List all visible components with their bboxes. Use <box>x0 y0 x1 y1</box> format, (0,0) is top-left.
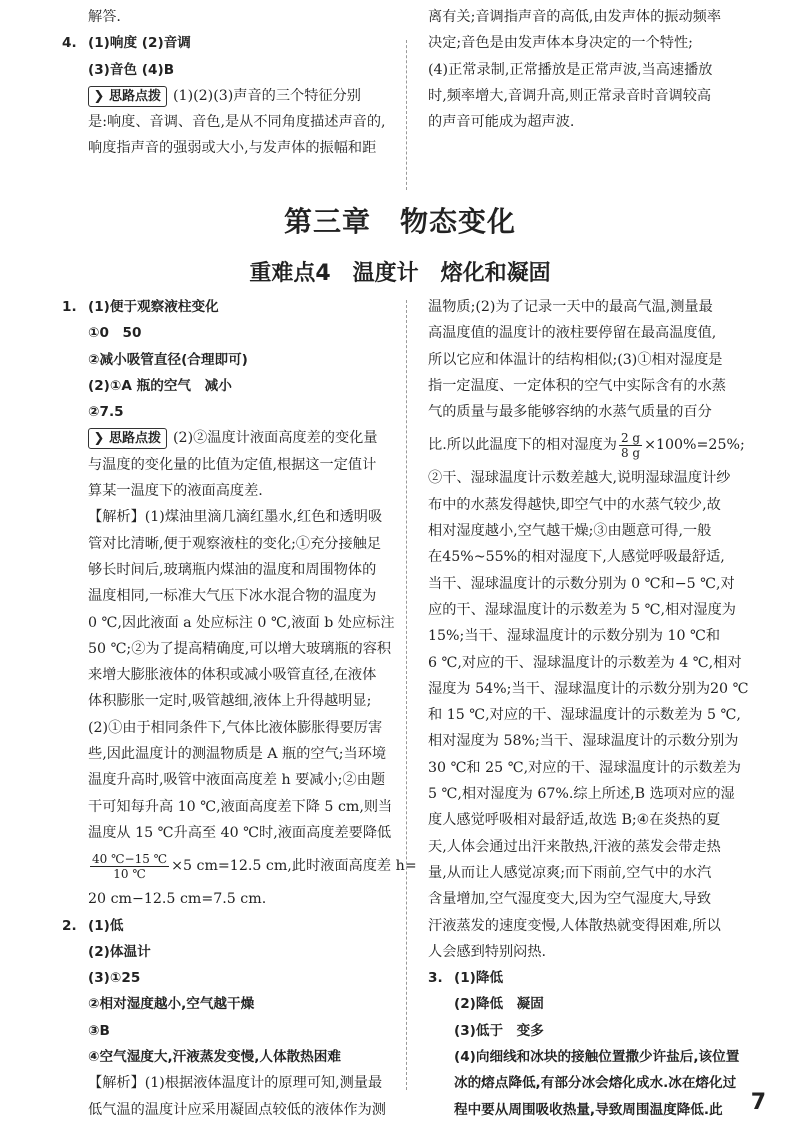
text-line: 气的质量与最多能够容纳的水蒸气质量的百分 <box>428 404 712 421</box>
answer-line: 冰的熔点降低,有部分冰会熔化成水.冰在熔化过 <box>454 1075 737 1092</box>
chevron-right-icon: ❯ <box>93 88 105 104</box>
text-line: 来增大膨胀液体的体积或减小吸管直径,在液体 <box>88 667 377 684</box>
chapter-title: 第三章 物态变化 <box>283 205 516 238</box>
right-column <box>428 294 773 1123</box>
text-line: 所以它应和体温计的结构相似;(3)①相对湿度是 <box>428 351 723 368</box>
text-line: 度人感觉呼吸相对最舒适,故选 B;④在炎热的夏 <box>428 812 721 829</box>
question-number: 3. <box>428 970 443 987</box>
text-line: 湿度为 54%;当干、湿球温度计的示数分别为20 ℃ <box>428 680 749 697</box>
text-line: 高温度值的温度计的液柱要停留在最高温度值, <box>428 325 717 342</box>
text-line: 20 cm−12.5 cm=7.5 cm. <box>88 891 267 908</box>
question-number: 1. <box>62 299 77 315</box>
answer-line: (4)向细线和冰块的接触位置撒少许盐后,该位置 <box>454 1049 740 1066</box>
answer-line: (3)音色 (4)B <box>88 61 175 78</box>
text-line: 温物质;(2)为了记录一天中的最高气温,测量最 <box>428 299 713 315</box>
text-line: 时,频率增大,音调升高,则正常录音时音调较高 <box>428 87 712 104</box>
answer-line: (2)体温计 <box>88 943 151 960</box>
answer-line: ④空气湿度大,汗液蒸发变慢,人体散热困难 <box>88 1049 341 1066</box>
text-line: 15%;当干、湿球温度计的示数分别为 10 ℃和 <box>428 628 721 645</box>
text-line: 温度从 15 ℃升高至 40 ℃时,液面高度差要降低 <box>88 824 392 841</box>
text-line: 的声音可能成为超声波. <box>428 114 575 131</box>
section-title: 重难点4 温度计 熔化和凝固 <box>249 261 551 286</box>
text-line: (2)②温度计液面高度差的变化量 <box>173 430 378 447</box>
chevron-right-icon: ❯ <box>93 431 105 447</box>
column-divider <box>406 300 407 1090</box>
answer-line: (2)①A 瓶的空气 减小 <box>88 377 232 394</box>
text-line: 温度升高时,吸管中液面高度差 h 要减小;②由题 <box>88 772 386 789</box>
text-line: 汗液蒸发的速度变慢,人体散热就变得困难,所以 <box>428 917 721 934</box>
text-line: 【解析】(1)根据液体温度计的原理可知,测量最 <box>88 1075 383 1092</box>
text-line: 天,人体会通过出汗来散热,汗液的蒸发会带走热 <box>428 838 721 855</box>
text-line: 5 ℃,相对湿度为 67%.综上所述,B 选项对应的湿 <box>428 786 735 803</box>
top-right-column <box>428 4 768 135</box>
text-line: (2)①由于相同条件下,气体比液体膨胀得要厉害 <box>88 719 383 736</box>
text-line: 与温度的变化量的比值为定值,根据这一定值计 <box>88 456 377 473</box>
fraction: $\frac{2 g}{8 g}$ <box>620 430 641 460</box>
text-line: 和 15 ℃,对应的干、湿球温度计的示数差为 5 ℃, <box>428 707 741 724</box>
text-line: 30 ℃和 25 ℃,对应的干、湿球温度计的示数差为 <box>428 759 741 776</box>
text-line: 相对湿度为 58%;当干、湿球温度计的示数分别为 <box>428 733 739 750</box>
question-number: 4. <box>62 35 77 52</box>
text-line: 当干、湿球温度计的示数分别为 0 ℃和−5 ℃,对 <box>428 575 735 592</box>
text-line: 干可知每升高 10 ℃,液面高度差下降 5 cm,则当 <box>88 798 393 815</box>
top-left-column <box>62 4 400 162</box>
text-line: 含量增加,空气湿度变大,因为空气湿度大,导致 <box>428 891 712 908</box>
hint-badge: ❯ 思路点拨 <box>88 86 167 107</box>
answer-line: ②相对湿度越小,空气越干燥 <box>88 996 255 1013</box>
text-line: 些,因此温度计的测温物质是 A 瓶的空气;当环境 <box>88 746 387 763</box>
text-line: 体积膨胀一定时,吸管越细,液体上升得越明显; <box>88 693 372 710</box>
fraction: $\frac{40 ℃-15 ℃}{10 ℃}$ <box>92 851 168 881</box>
text-line: 相对湿度越小,空气越干燥;③由题意可得,一般 <box>428 523 712 540</box>
text-line: 0 ℃,因此液面 a 处应标注 0 ℃,液面 b 处应标注 <box>88 614 395 631</box>
text-line: 6 ℃,对应的干、湿球温度计的示数差为 4 ℃,相对 <box>428 654 742 671</box>
question-number: 2. <box>62 917 77 934</box>
answer-line: (1)便于观察液柱变化 <box>88 299 219 315</box>
text-line: 响度指声音的强弱或大小,与发声体的振幅和距 <box>88 140 377 157</box>
text-line: 比.所以此温度下的相对湿度为 <box>428 437 617 454</box>
text-line: 决定;音色是由发声体本身决定的一个特性; <box>428 35 693 52</box>
answer-line: ①0 50 <box>88 325 142 342</box>
text-line: 够长时间后,玻璃瓶内煤油的温度和周围物体的 <box>88 561 377 578</box>
text-line: 温度相同,一标准大气压下冰水混合物的温度为 <box>88 588 377 605</box>
answer-line: 程中要从周围吸收热量,导致周围温度降低.此 <box>454 1101 723 1118</box>
text-line: (1)(2)(3)声音的三个特征分别 <box>173 87 361 104</box>
text-line: 离有关;音调指声音的高低,由发声体的振动频率 <box>428 9 722 25</box>
text-line: 应的干、湿球温度计的示数差为 5 ℃,相对湿度为 <box>428 601 736 618</box>
column-divider <box>406 40 407 190</box>
hint-badge: ❯ 思路点拨 <box>88 428 167 449</box>
text-line: 布中的水蒸发得越快,即空气中的水蒸气较少,故 <box>428 496 721 513</box>
text-line: 人会感到特别闷热. <box>428 943 547 960</box>
answer-line: (1)响度 (2)音调 <box>88 35 191 52</box>
answer-line: ②减小吸管直径(合理即可) <box>88 351 248 368</box>
text-line: 【解析】(1)煤油里滴几滴红墨水,红色和透明吸 <box>88 509 383 526</box>
text-line: ×5 cm=12.5 cm,此时液面高度差 h= <box>171 858 417 875</box>
text-line: (4)正常录制,正常播放是正常声波,当高速播放 <box>428 61 713 78</box>
left-column <box>62 294 417 1123</box>
text-line: 在45%~55%的相对湿度下,人感觉呼吸最舒适, <box>428 549 725 566</box>
page-number: 7 <box>750 1090 766 1115</box>
text-line: ×100%=25%; <box>644 437 745 454</box>
text-line: 指一定温度、一定体积的空气中实际含有的水蒸 <box>428 377 726 394</box>
answer-line: (1)低 <box>88 917 124 934</box>
answer-line: (3)①25 <box>88 970 141 987</box>
text-line: 管对比清晰,便于观察液柱的变化;①充分接触足 <box>88 535 382 552</box>
text-line: 解答. <box>88 9 121 25</box>
answer-line: (1)降低 <box>454 970 504 987</box>
answer-line: ③B <box>88 1022 110 1039</box>
text-line: 算某一温度下的液面高度差. <box>88 483 263 500</box>
text-line: 是:响度、音调、音色,是从不同角度描述声音的, <box>88 114 386 131</box>
answer-line: (3)低于 变多 <box>454 1022 544 1039</box>
text-line: 量,从而让人感觉凉爽;而下雨前,空气中的水汽 <box>428 864 712 881</box>
text-line: 低气温的温度计应采用凝固点较低的液体作为测 <box>88 1101 386 1118</box>
text-line: ②干、湿球温度计示数差越大,说明湿球温度计纱 <box>428 470 731 487</box>
text-line: 50 ℃;②为了提高精确度,可以增大玻璃瓶的容积 <box>88 640 392 657</box>
answer-line: (2)降低 凝固 <box>454 996 544 1013</box>
answer-line: ②7.5 <box>88 404 124 421</box>
